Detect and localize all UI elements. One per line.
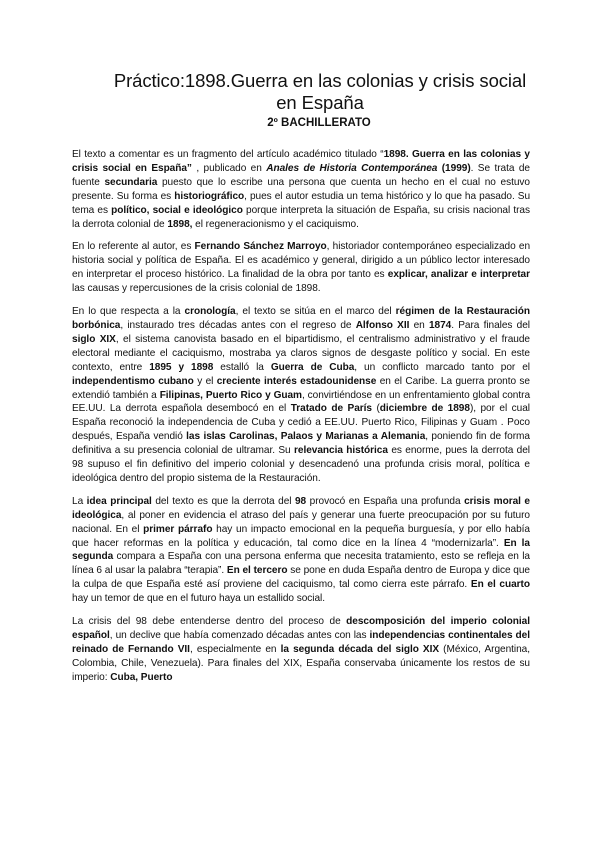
emphasis-text: régimen de la Restauración borbónica [72,306,531,331]
paragraph-main-idea: La idea principal del texto es que la derrota del 98 provocó en España una profunda crisis moral e ideológica, al poner en evidencia el atraso del país y generar una fuerte preocupación por su futuro nacional. En el primer párrafo hay un impacto emocional en la pequeña burguesía, y por ello había que hacer reformas en la política y educación, tal como dice en la línea 4 “modernizarla”. En la segunda compara a España con una persona enferma que necesita tratamiento, esto se refleja en la línea 6 al usar la palabra “terapia”. En el tercero se pone en duda España dentro de Europa y dice que la culpa de que España esté así proviene del caciquismo, tal como cierra este párrafo. En el cuarto hay un temor de que en el futuro haya un estallido social. [72,495,531,605]
document-title: Práctico:1898.Guerra en las colonias y crisis social en España [113,70,527,113]
emphasis-text: Tratado de París [290,403,372,415]
emphasis-text: primer párrafo [143,523,213,535]
emphasis-text: político, social e ideológico [111,204,243,216]
emphasis-text: independencias continentales del reinado de Fernando VII [72,630,530,655]
emphasis-text: relevancia histórica [294,445,388,457]
emphasis-text: independentismo cubano [72,375,194,387]
emphasis-text: 1898, [167,218,193,230]
emphasis-text: 1898. Guerra en las colonias y crisis social en España” [72,149,530,174]
emphasis-text: 1895 y 1898 [149,361,214,373]
emphasis-text: En el cuarto [470,579,530,591]
emphasis-text: explicar, analizar e interpretar [387,269,530,281]
emphasis-text: la segunda década del siglo XIX [280,643,440,655]
emphasis-text: Alfonso XII [355,319,410,331]
emphasis-text: las islas Carolinas, Palaos y Marianas a Alemania [186,431,426,443]
emphasis-text: descomposición del imperio colonial español [72,616,530,641]
emphasis-text: idea principal [86,495,152,507]
emphasis-text: siglo XIX [72,333,116,345]
emphasis-text: Filipinas, Puerto Rico y Guam [159,389,302,401]
paragraph-colonial-crisis: La crisis del 98 debe entenderse dentro del proceso de descomposición del imperio colonial español, un declive que había comenzado décadas antes con las independencias continentales del reinado de Fernando VII, especialmente en la segunda década del siglo XIX (México, Argentina, Colombia, Chile, Venezuela). Para finales del XIX, España conservaba únicamente los restos de su imperio: Cuba, Puerto [72,616,531,683]
emphasis-text: En el tercero [226,565,288,577]
emphasis-text: En la segunda [72,537,530,563]
paragraph-author: En lo referente al autor, es Fernando Sánchez Marroyo, historiador contemporáneo especializado en historia social y política de España. El es académico y general, dirigido a un público lector interesado en interpretar el proceso histórico. La finalidad de la obra por tanto es explicar, analizar e interpretar las causas y repercusiones de la crisis colonial de 1898. [72,241,531,295]
emphasis-text: Anales de Historia Contemporánea [266,162,438,174]
paragraph-intro: El texto a comentar es un fragmento del artículo académico titulado “1898. Guerra en las colonias y crisis social en España” , publicado en Anales de Historia Contemporánea (1999). Se trata de fuente secundaria puesto que lo escribe una persona que cuenta un hecho en el cual no estuvo presente. Su forma es historiográfico, pues el autor estudia un tema histórico y lo que ha pasado. Su tema es político, social e ideológico porque interpreta la situación de España, su crisis nacional tras la derrota colonial de 1898, el regeneracionismo y el caciquismo. [72,149,531,230]
emphasis-text: historiográfico [174,190,245,202]
emphasis-text: crisis moral e ideológica [72,495,531,521]
emphasis-text: 98 [294,495,307,507]
emphasis-text: cronología [184,306,236,318]
emphasis-text: (1999) [441,162,471,174]
emphasis-text: diciembre de 1898 [379,403,470,415]
emphasis-text: 1874 [428,319,452,331]
paragraph-chronology: En lo que respecta a la cronología, el texto se sitúa en el marco del régimen de la Restauración borbónica, instaurado tres décadas antes con el regreso de Alfonso XII en 1874. Para finales del siglo XIX, el sistema canovista basado en el bipartidismo, el centralismo administrativo y el fraude electoral mediante el caciquismo, mostraba ya claros signos de desgaste político y social. En este contexto, entre 1895 y 1898 estalló la Guerra de Cuba, un conflicto marcado tanto por el independentismo cubano y el creciente interés estadounidense en el Caribe. La guerra pronto se extendió también a Filipinas, Puerto Rico y Guam, convirtiéndose en un enfrentamiento global contra EE.UU. La derrota española desembocó en el Tratado de París (diciembre de 1898), por el cual España reconoció la independencia de Cuba y cedió a EE.UU. Puerto Rico, Filipinas y Guam . Poco después, España vendió las islas Carolinas, Palaos y Marianas a Alemania, poniendo fin de forma definitiva a su presencia colonial de ultramar. Su relevancia histórica es enorme, pues la derrota del 98 supuso el fin definitivo del imperio colonial y desencadenó una profunda crisis moral, política e ideológica dentro del propio sistema de la Restauración. [72,306,531,484]
emphasis-text: Guerra de Cuba [270,361,355,373]
emphasis-text: creciente interés estadounidense [216,375,377,387]
document-subtitle: 2º BACHILLERATO [267,117,371,129]
emphasis-text: Cuba, Puerto [110,671,173,683]
emphasis-text: secundaria [104,176,158,188]
emphasis-text: Fernando Sánchez Marroyo [194,241,327,253]
